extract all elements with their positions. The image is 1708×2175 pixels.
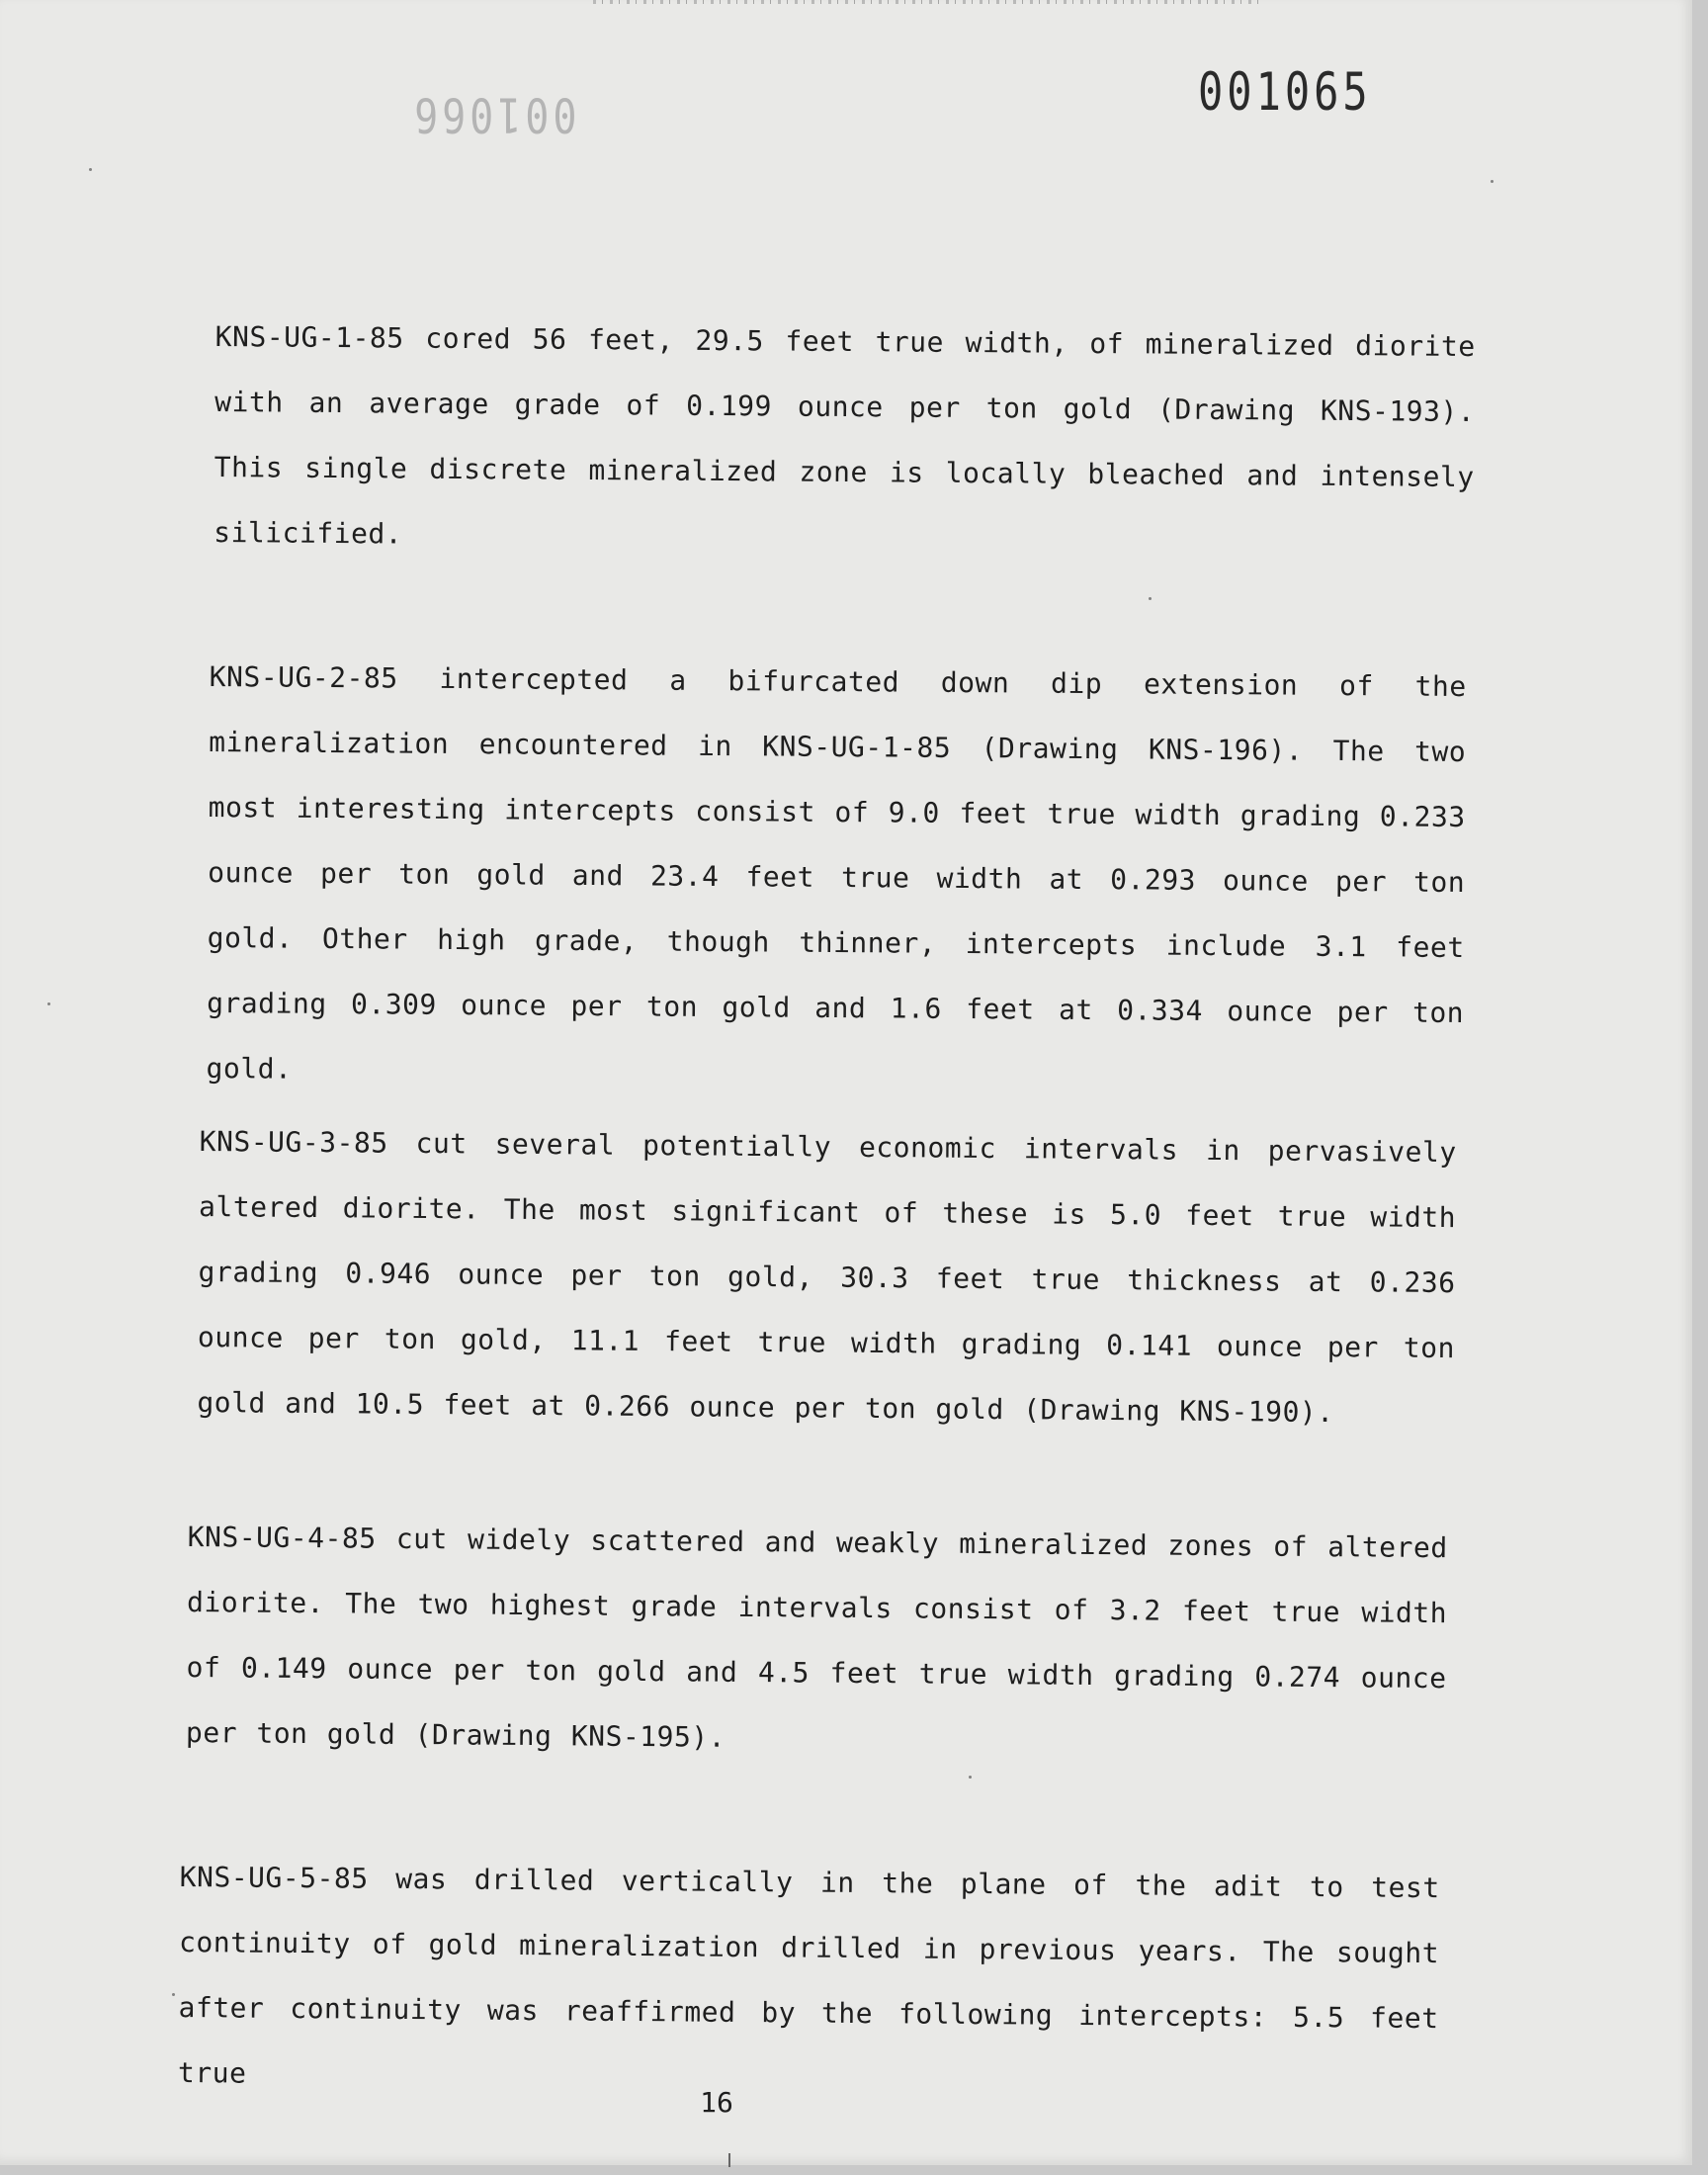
paragraph-kns-ug-3-85: KNS-UG-3-85 cut several potentially economic intervals in pervasively altered diorite. The most significant of these is 5.0 feet true width grading 0.946 ounce per ton gold, 30.3 feet true thickness at 0.236 ounce per ton gold, 11.1 feet true width grading 0.141 ounce per ton gold and 10.5 feet at 0.266 ounce per ton gold (Drawing KNS-190). [197,1124,1457,1430]
paragraph-kns-ug-5-85: KNS-UG-5-85 was drilled vertically in the plane of the adit to test continuity of gold mineralization drilled in previous years. The sought after continuity was reaffirmed by the following intercepts: 5.5 feet true [177,1860,1440,2090]
paragraph-kns-ug-1-85: KNS-UG-1-85 cored 56 feet, 29.5 feet true width, of mineralized diorite with an average grade of 0.199 ounce per ton gold (Drawing KNS-193). This single discrete mineralized zone is locally bleached and intensely silicified. [214,319,1476,551]
faded-bleed-through-stamp: 001066 [410,86,577,141]
scan-speck [1491,180,1494,183]
scan-speck [47,1002,50,1005]
document-number-stamp: 001065 [1198,61,1372,123]
scan-mark [728,2153,730,2167]
paragraph-kns-ug-4-85: KNS-UG-4-85 cut widely scattered and weakly mineralized zones of altered diorite. The two highest grade intervals consist of 3.2 feet true width of 0.149 ounce per ton gold and 4.5 feet true width grading 0.274 ounce per ton gold (Drawing KNS-195). [185,1520,1448,1754]
scan-speck [969,1776,972,1779]
scan-speck [1149,597,1152,600]
scan-speck [89,168,92,171]
paragraph-kns-ug-2-85: KNS-UG-2-85 intercepted a bifurcated down dip extension of the mineralization encountered in KNS-UG-1-85 (Drawing KNS-196). The two most interesting intercepts consist of 9.0 feet true width grading 0.233 ounce per ton gold and 23.4 feet true width at 0.293 ounce per ton gold. Other high grade, though thinner, intercepts include 3.1 feet grading 0.309 ounce per ton gold and 1.6 feet at 0.334 ounce per ton gold. [206,659,1467,1086]
scan-speck [172,1993,175,1996]
page-number: 16 [700,2086,733,2119]
